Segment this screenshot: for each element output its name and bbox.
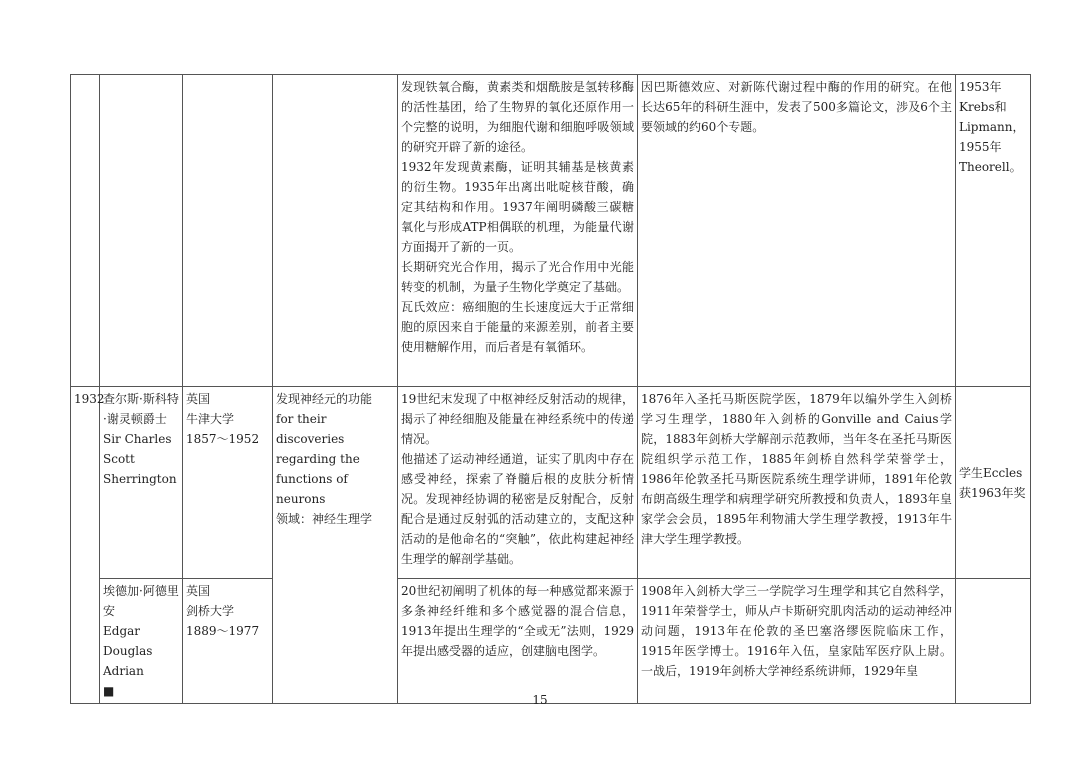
contribution-cell [398, 579, 638, 704]
table-row [71, 75, 1031, 387]
life-years: 1857～1952 [186, 432, 260, 446]
table-row [71, 579, 1031, 704]
square-marker-icon: ■ [103, 684, 115, 698]
year-cell [71, 75, 100, 387]
laureate-name-cell [100, 579, 183, 704]
laureate-name-cell [100, 387, 183, 579]
career-cell [638, 387, 956, 579]
note-text: 学生Eccles获1963年奖 [959, 465, 1026, 500]
career-cell [638, 75, 956, 387]
award-year: 1932 [74, 392, 105, 406]
country-cell [183, 75, 273, 387]
university: 剑桥大学 [186, 604, 235, 618]
contribution-paragraph: 20世纪初阐明了机体的每一种感觉都来源于多条神经纤维和多个感觉器的混合信息，1913年提出生理学的“全或无”法则，1929年提出感受器的适应，创建脑电图学。 [401, 584, 634, 658]
country: 英国 [186, 584, 211, 598]
field-cell [273, 75, 398, 387]
table-row [71, 387, 1031, 579]
note-cell [956, 579, 1031, 704]
university: 牛津大学 [186, 412, 235, 426]
contribution-paragraph: 长期研究光合作用，揭示了光合作用中光能转变的机制，为量子生物化学奠定了基础。 [401, 260, 634, 294]
contribution-paragraph: 1932年发现黄素酶，证明其辅基是核黄素的衍生物。1935年出离出吡啶核苷酸，确定其结构和作用。1937年阐明磷酸三碳糖氧化与形成ATP相偶联的机理，为能量代谢方面揭开了新的一页。 [401, 160, 634, 254]
year-cell [71, 387, 105, 704]
country: 英国 [186, 392, 211, 406]
career-text: 1876年入圣托马斯医院学医，1879年以编外学生入剑桥学习生理学，1880年入剑桥的Gonville and Caius学院，1883年剑桥大学解剖示范教师，当年冬在圣托马斯医院组织学示范工作，1885年剑桥自然科学荣誉学士，1986年伦敦圣托马斯医院系统生理学讲师，1891年伦敦布朗高级生理学和病理学研究所教授和负责人，1893年皇家学会会员，1895年利物浦大学生理学教授，1913年牛津大学生理学教授。 [641, 392, 952, 546]
laureate-name-en: Edgar Douglas Adrian [103, 624, 153, 678]
nobel-prize-table [70, 74, 1031, 704]
laureate-country-cell [183, 387, 273, 579]
laureate-name-zh: 埃德加·阿德里安 [103, 584, 179, 618]
note-cell [956, 75, 1031, 387]
life-years: 1889～1977 [186, 624, 260, 638]
field-zh: 发现神经元的功能 [276, 392, 373, 406]
contribution-cell [398, 387, 638, 579]
career-text: 1908年入剑桥大学三一学院学习生理学和其它自然科学，1911年荣誉学士，师从卢卡斯研究肌肉活动的运动神经冲动问题，1913年在伦敦的圣巴塞洛缪医院临床工作，1915年医学博士。1916年入伍，皇家陆军医疗队上尉。一战后，1919年剑桥大学神经系统讲师，1929年皇 [641, 584, 952, 678]
field-en: for their discoveries regarding the functions of neurons [276, 412, 360, 506]
contribution-paragraph: 发现铁氧合酶，黄素类和烟酰胺是氢转移酶的活性基团，给了生物界的氧化还原作用一个完整的说明，为细胞代谢和细胞呼吸领域的研究开辟了新的途径。 [401, 80, 634, 154]
career-cell [638, 579, 956, 704]
field-domain: 领域：神经生理学 [276, 512, 373, 526]
contribution-paragraph: 19世纪末发现了中枢神经反射活动的规律，揭示了神经细胞及能量在神经系统中的传递情况。 [401, 392, 634, 446]
note-text: 1953年Krebs和Lipmann，1955年Theorell。 [959, 80, 1025, 174]
contribution-cell [398, 75, 638, 387]
contribution-paragraph: 他描述了运动神经通道，证实了肌肉中存在感受神经，探索了脊髓后根的皮肤分析情况。发现神经协调的秘密是反射配合，反射配合是通过反射弧的活动建立的，支配这种活动的是他命名的“突触”，依此构建起神经生理学的解剖学基础。 [401, 452, 634, 566]
laureate-country-cell [183, 579, 273, 704]
laureate-name-en: Sir Charles Scott Sherrington [103, 432, 177, 486]
contribution-paragraph: 瓦氏效应：癌细胞的生长速度远大于正常细胞的原因来自于能量的来源差别，前者主要使用糖解作用，而后者是有氧循环。 [401, 300, 634, 354]
laureate-name-zh: 查尔斯·斯科特·谢灵顿爵士 [103, 392, 179, 426]
name-cell [100, 75, 183, 387]
page-number: 15 [532, 693, 548, 707]
career-text: 因巴斯德效应、对新陈代谢过程中酶的作用的研究。在他长达65年的科研生涯中，发表了500多篇论文，涉及6个主要领域的约60个专题。 [641, 80, 952, 134]
note-cell [956, 387, 1031, 579]
field-cell [273, 387, 398, 704]
